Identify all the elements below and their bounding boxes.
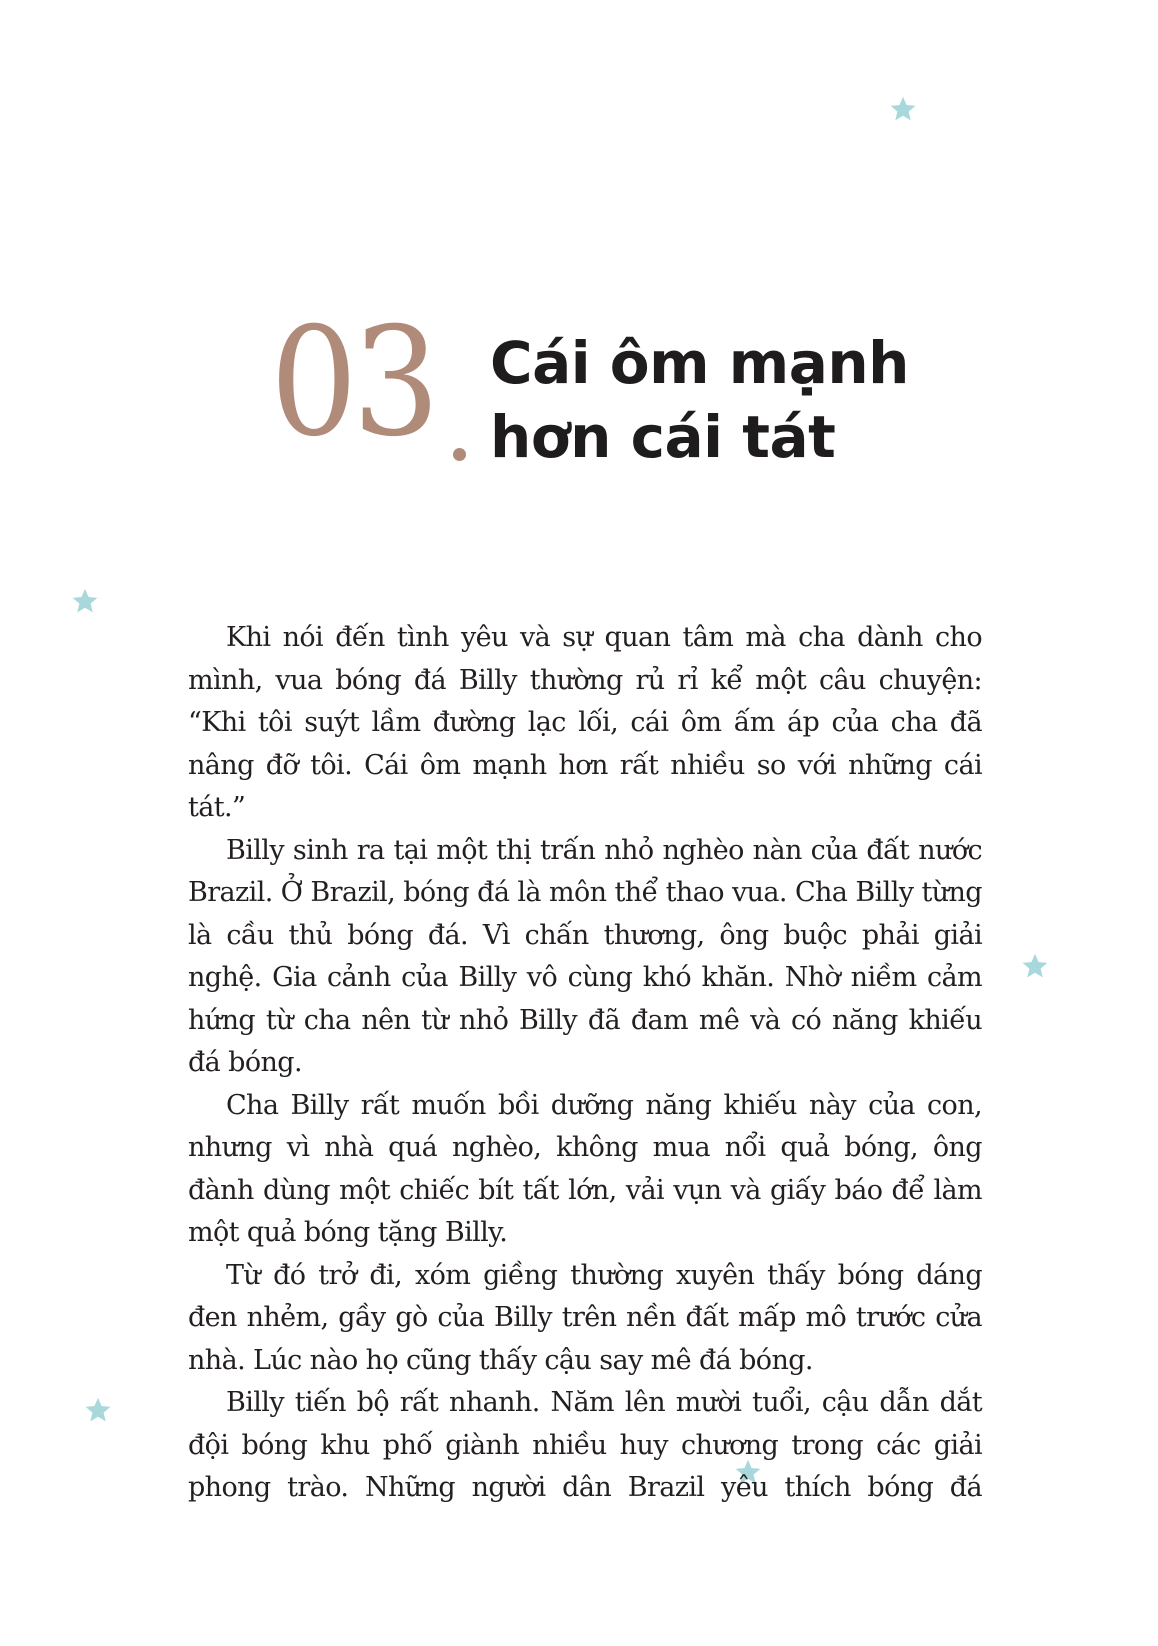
star-icon: [71, 587, 99, 615]
chapter-title-line: Cái ôm mạnh: [490, 329, 909, 397]
chapter-number-dot: [453, 448, 466, 461]
chapter-title: [490, 326, 910, 474]
paragraph: Từ đó trở đi, xóm giềng thường xuyên thấy bóng dáng đen nhẻm, gầy gò của Billy trên nền đất mấp mô trước cửa nhà. Lúc nào họ cũng thấy cậu say mê đá bóng.: [188, 1259, 982, 1376]
body-text: [188, 617, 982, 1510]
paragraph: Khi nói đến tình yêu và sự quan tâm mà cha dành cho mình, vua bóng đá Billy thường rủ rỉ kể một câu chuyện: “Khi tôi suýt lầm đường lạc lối, cái ôm ấm áp của cha đã nâng đỡ tôi. Cái ôm mạnh hơn rất nhiều so với những cái tát.”: [188, 622, 982, 823]
star-icon: [84, 1396, 112, 1424]
paragraph: Cha Billy rất muốn bồi dưỡng năng khiếu này của con, nhưng vì nhà quá nghèo, không mua nổi quả bóng, ông đành dùng một chiếc bít tất lớn, vải vụn và giấy báo để làm một quả bóng tặng Billy.: [188, 1089, 982, 1248]
star-icon: [889, 95, 917, 123]
star-icon: [1021, 952, 1049, 980]
paragraph: Billy sinh ra tại một thị trấn nhỏ nghèo nàn của đất nước Brazil. Ở Brazil, bóng đá là môn thể thao vua. Cha Billy từng là cầu thủ bóng đá. Vì chấn thương, ông buộc phải giải nghệ. Gia cảnh của Billy vô cùng khó khăn. Nhờ niềm cảm hứng từ cha nên từ nhỏ Billy đã đam mê và có năng khiếu đá bóng.: [188, 834, 982, 1078]
chapter-heading: [270, 296, 910, 480]
chapter-number: 03: [270, 296, 435, 470]
chapter-title-line: hơn cái tát: [490, 403, 836, 471]
paragraph: Billy tiến bộ rất nhanh. Năm lên mười tuổi, cậu dẫn dắt đội bóng khu phố giành nhiều huy chương trong các giải phong trào. Những người dân Brazil yêu thích bóng đá: [188, 1387, 982, 1503]
